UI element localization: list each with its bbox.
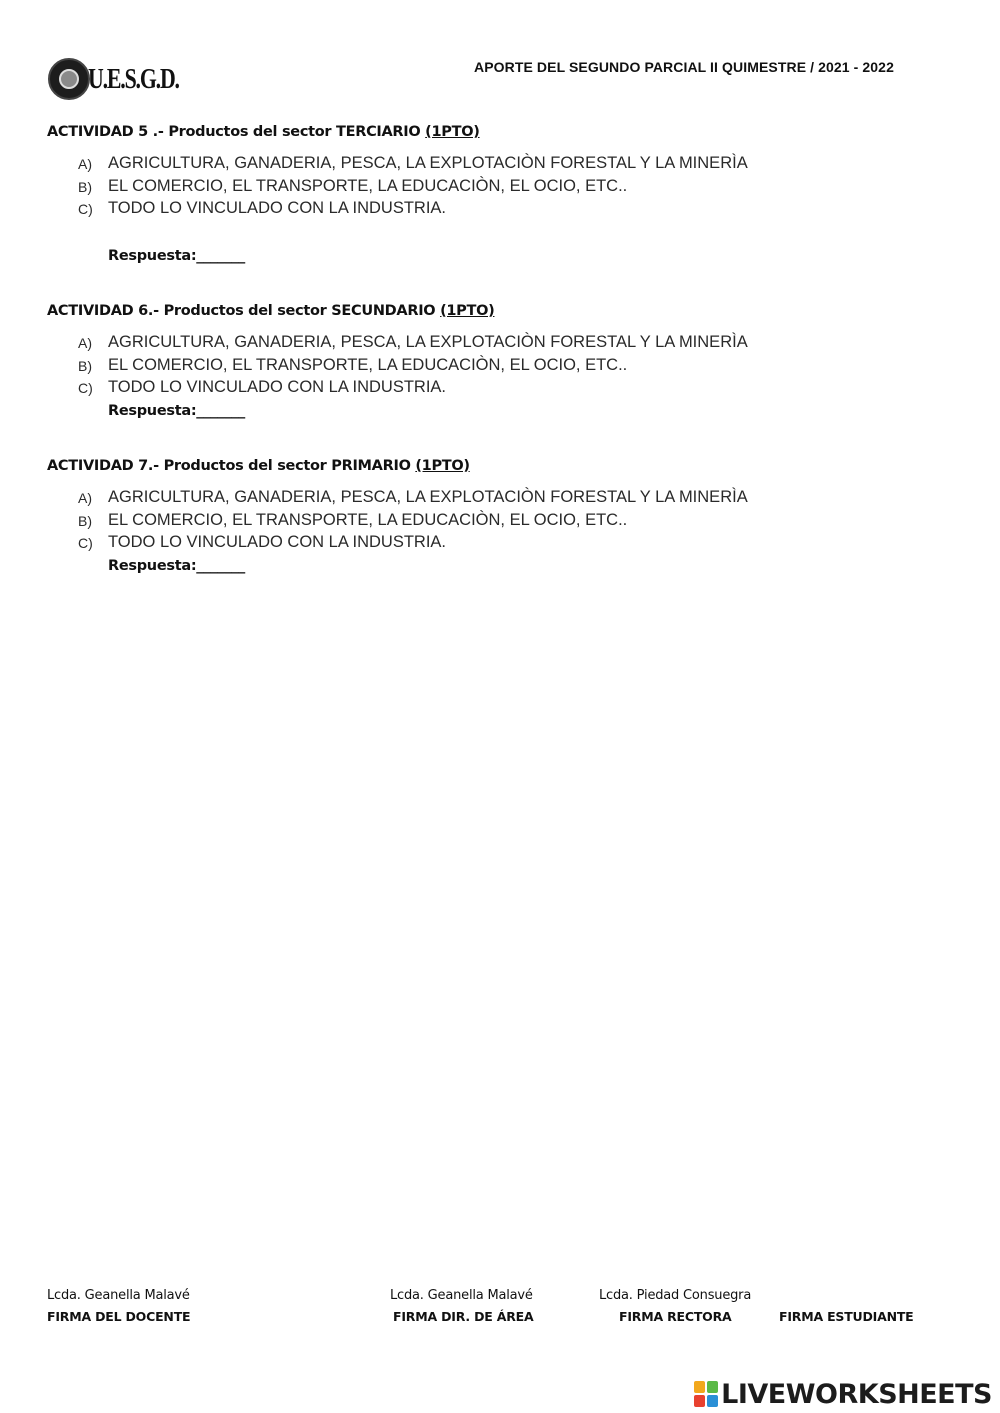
signature-name-director: Lcda. Geanella Malavé	[390, 1288, 533, 1303]
signature-role-estudiante: FIRMA ESTUDIANTE	[779, 1309, 914, 1324]
option-letter: B)	[78, 178, 92, 195]
school-seal-icon	[48, 58, 90, 100]
option-a	[47, 488, 947, 511]
option-letter: A)	[78, 490, 92, 506]
activity-title-text: ACTIVIDAD 5 .- Productos del sector TERCIARIO	[47, 124, 426, 140]
option-b	[47, 511, 947, 534]
activity-title-text: ACTIVIDAD 6.- Productos del sector SECUNDARIO	[47, 303, 441, 319]
liveworksheets-text: LIVEWORKSHEETS	[721, 1378, 992, 1410]
activity-points: (1PTO)	[415, 458, 470, 474]
option-text: TODO LO VINCULADO CON LA INDUSTRIA.	[108, 533, 447, 552]
option-list	[47, 488, 947, 556]
option-list	[47, 333, 947, 401]
option-letter: B)	[78, 512, 92, 529]
option-letter: A)	[78, 335, 92, 351]
activity-title	[47, 458, 947, 474]
option-text: EL COMERCIO, EL TRANSPORTE, LA EDUCACIÒN, EL OCIO, ETC..	[108, 355, 628, 374]
option-letter: C)	[78, 380, 93, 397]
option-text: AGRICULTURA, GANADERIA, PESCA, LA EXPLOTACIÒN FORESTAL Y LA MINERÌA	[108, 154, 748, 172]
option-letter: C)	[78, 535, 93, 552]
option-text: TODO LO VINCULADO CON LA INDUSTRIA.	[108, 199, 447, 218]
page-title: APORTE DEL SEGUNDO PARCIAL II QUIMESTRE / 2021 - 2022	[474, 59, 894, 75]
liveworksheets-watermark	[694, 1378, 992, 1410]
signature-role-docente: FIRMA DEL DOCENTE	[47, 1309, 191, 1324]
activity-title	[47, 303, 947, 319]
answer-field[interactable]: Respuesta:_______	[108, 248, 245, 265]
option-list	[47, 154, 947, 222]
option-c	[47, 533, 947, 556]
option-a	[47, 333, 947, 356]
signature-name-docente: Lcda. Geanella Malavé	[47, 1288, 190, 1303]
option-text: AGRICULTURA, GANADERIA, PESCA, LA EXPLOTACIÒN FORESTAL Y LA MINERÌA	[108, 333, 748, 351]
option-b	[47, 177, 947, 200]
option-text: TODO LO VINCULADO CON LA INDUSTRIA.	[108, 378, 447, 397]
option-c	[47, 378, 947, 401]
option-a	[47, 154, 947, 177]
option-text: EL COMERCIO, EL TRANSPORTE, LA EDUCACIÒN, EL OCIO, ETC..	[108, 176, 628, 195]
activity-5	[47, 124, 947, 264]
activity-7	[47, 458, 947, 574]
option-letter: A)	[78, 156, 92, 172]
activity-points: (1PTO)	[425, 124, 480, 140]
signature-name-rectora: Lcda. Piedad Consuegra	[599, 1288, 752, 1303]
answer-field[interactable]: Respuesta:_______	[108, 558, 245, 575]
activity-points: (1PTO)	[440, 303, 495, 319]
school-logo	[48, 58, 178, 102]
signature-role-director: FIRMA DIR. DE ÁREA	[393, 1309, 534, 1324]
option-c	[47, 199, 947, 222]
activity-title	[47, 124, 947, 140]
option-text: EL COMERCIO, EL TRANSPORTE, LA EDUCACIÒN, EL OCIO, ETC..	[108, 510, 628, 529]
option-text: AGRICULTURA, GANADERIA, PESCA, LA EXPLOTACIÒN FORESTAL Y LA MINERÌA	[108, 488, 748, 506]
option-b	[47, 356, 947, 379]
activity-6	[47, 303, 947, 419]
school-logo-text: U.E.S.G.D.	[88, 64, 179, 95]
signature-role-rectora: FIRMA RECTORA	[619, 1309, 732, 1324]
option-letter: C)	[78, 201, 93, 218]
answer-field[interactable]: Respuesta:_______	[108, 403, 245, 420]
option-letter: B)	[78, 357, 92, 374]
activity-title-text: ACTIVIDAD 7.- Productos del sector PRIMARIO	[47, 458, 416, 474]
liveworksheets-logo-icon	[694, 1381, 718, 1407]
